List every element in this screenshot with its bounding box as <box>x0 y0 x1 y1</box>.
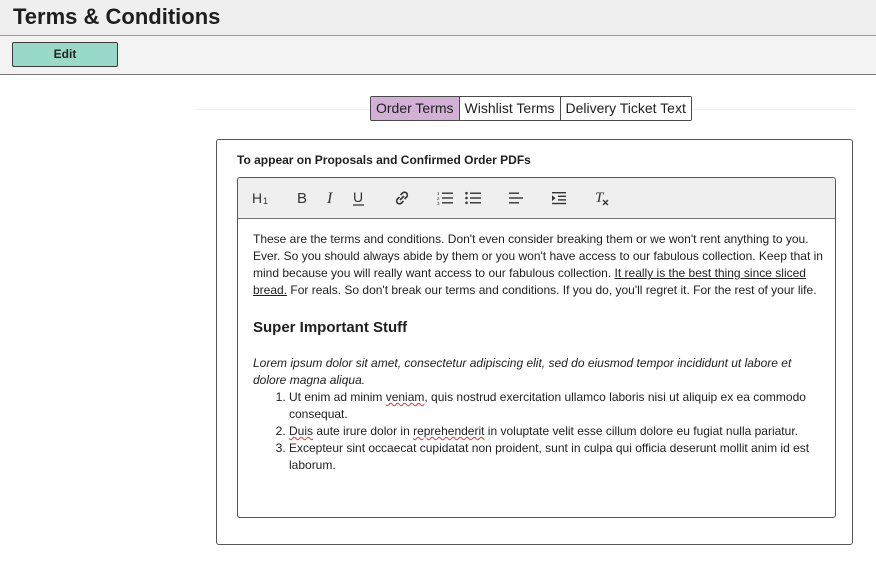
rich-text-editor <box>237 177 836 518</box>
edit-button[interactable]: Edit <box>12 42 118 67</box>
align-left-icon[interactable] <box>505 188 527 208</box>
italic-icon[interactable] <box>320 188 342 208</box>
bullet-list-icon[interactable] <box>462 188 484 208</box>
section-heading: Super Important Stuff <box>253 319 408 336</box>
action-bar <box>0 36 876 75</box>
heading-1-icon[interactable] <box>249 188 273 208</box>
editor-content[interactable] <box>253 231 823 474</box>
card-label: To appear on Proposals and Confirmed Order PDFs <box>237 153 531 167</box>
svg-text:1: 1 <box>263 196 269 206</box>
link-icon[interactable] <box>391 188 413 208</box>
intro-paragraph <box>253 231 823 299</box>
intro-text: These are the terms and conditions. Don't even consider breaking them or we won't rent anything to you. Ever. So you should always abide by them or you won't have access to our fabulous collection. Keep that in mind because you will really want access to our fabulous collection. <box>253 232 823 280</box>
ordered-list <box>253 389 823 474</box>
page-title: Terms & Conditions <box>13 4 221 29</box>
clear-format-icon[interactable] <box>591 188 613 208</box>
list-item <box>289 423 823 440</box>
underlined-text: It really is the best thing since sliced bread. <box>253 266 806 297</box>
intro-text-end: For reals. So don't break our terms and conditions. If you do, you'll regret it. For the rest of your life. <box>287 283 817 297</box>
page-header <box>0 0 876 36</box>
terms-tabs <box>370 96 692 121</box>
misspelled-word: reprehenderit <box>413 424 485 438</box>
ordered-list-icon[interactable] <box>434 188 456 208</box>
tab-delivery-ticket-text[interactable]: Delivery Ticket Text <box>561 97 691 120</box>
indent-icon[interactable] <box>548 188 570 208</box>
svg-text:H: H <box>252 190 263 206</box>
italic-paragraph: Lorem ipsum dolor sit amet, consectetur adipiscing elit, sed do eiusmod tempor incididunt ut labore et dolore magna aliqua. <box>253 356 792 387</box>
tab-order-terms[interactable]: Order Terms <box>371 97 460 120</box>
svg-text:T: T <box>595 190 604 206</box>
svg-text:B: B <box>297 190 308 206</box>
list-item <box>289 440 823 474</box>
svg-text:1: 1 <box>437 191 440 196</box>
tab-wishlist-terms[interactable]: Wishlist Terms <box>460 97 561 120</box>
svg-text:U: U <box>353 189 364 205</box>
misspelled-word: veniam <box>385 390 425 404</box>
editor-toolbar <box>238 178 835 219</box>
list-item-text: Ut enim ad minim <box>289 390 386 404</box>
bold-icon[interactable] <box>292 188 314 208</box>
list-item-text: , quis nostrud exercitation ullamco laboris nisi ut aliquip ex ea commodo consequat. <box>289 390 806 421</box>
svg-text:2: 2 <box>437 196 440 201</box>
terms-card <box>216 139 853 545</box>
list-item <box>289 389 823 423</box>
list-item-text: aute irure dolor in <box>313 424 414 438</box>
svg-text:I: I <box>327 190 333 206</box>
svg-text:3: 3 <box>437 201 440 205</box>
underline-icon[interactable] <box>348 188 370 208</box>
list-item-text: in voluptate velit esse cillum dolore eu fugiat nulla pariatur. <box>484 424 798 438</box>
list-item-text: Excepteur sint occaecat cupidatat non proident, sunt in culpa qui officia deserunt mollit anim id est laborum. <box>289 441 810 472</box>
misspelled-word: Duis <box>289 424 314 438</box>
